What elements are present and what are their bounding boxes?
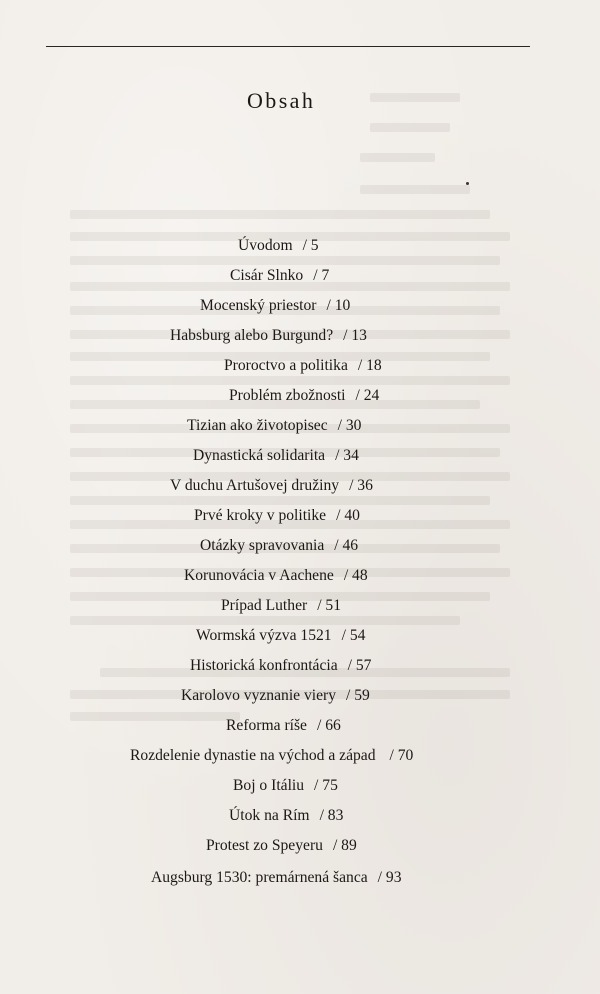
toc-entry [224,356,382,376]
toc-entry-page: / 75 [314,777,338,794]
toc-entry-page: / 48 [343,567,368,584]
toc-entry-title: Tizian ako životopisec [187,417,328,434]
toc-entry [194,506,360,526]
toc-entry-title: Prípad Luther [221,597,308,614]
toc-entry-title: Mocenský priestor [200,297,317,314]
page-title: Obsah [247,88,316,113]
toc-entry-page: / 24 [355,387,380,404]
toc-entry-page: / 34 [335,447,359,464]
toc-entry [184,566,368,586]
toc-entry [187,416,361,436]
toc-entry [190,656,371,676]
toc-entry-title: Prvé kroky v politike [194,507,327,524]
toc-entry-page: / 13 [343,327,367,344]
toc-entry [200,536,358,556]
toc-entry-title: Protest zo Speyeru [206,837,323,854]
toc-entry-page: / 10 [326,297,351,314]
toc-entry-page: / 51 [317,597,342,614]
ink-speck [466,182,469,185]
toc-entry [233,776,338,796]
toc-entry [206,836,357,856]
toc-entry [200,296,350,316]
toc-entry-title: Boj o Itáliu [233,777,305,794]
toc-entry [151,868,402,888]
toc-entry-page: / 70 [389,747,414,764]
toc-entry [230,266,329,286]
toc-entry-title: Dynastická solidarita [193,447,326,464]
toc-entry-page: / 30 [337,417,362,434]
toc-entry [229,386,379,406]
toc-entry-page: / 89 [332,837,357,854]
toc-entry [196,626,365,646]
top-rule [46,46,530,47]
toc-entry-page: / 5 [302,237,319,254]
toc-entry-title: V duchu Artušovej družiny [170,477,340,494]
toc-entry-page: / 36 [349,477,373,494]
toc-entry-page: / 46 [334,537,359,554]
toc-entry-title: Augsburg 1530: premárnená šanca [151,869,368,886]
toc-entry-title: Habsburg alebo Burgund? [170,327,334,344]
toc-entry-page: / 54 [341,627,366,644]
toc-entry [229,806,343,826]
toc-entry-page: / 18 [357,357,382,374]
toc-entry-title: Cisár Slnko [230,267,304,284]
toc-entry-title: Korunovácia v Aachene [184,567,334,584]
toc-entry-page: / 83 [319,807,344,824]
toc-entry [170,476,373,496]
toc-entry-page: / 93 [377,869,402,886]
toc-entry-title: Karolovo vyznanie viery [181,687,337,704]
toc-entry-title: Rozdelenie dynastie na východ a západ [130,747,376,764]
toc-entry-title: Reforma ríše [226,717,307,734]
toc-entry-title: Otázky spravovania [200,537,325,554]
toc-entry-title: Prorοctvo a politika [224,357,348,374]
toc-entry-page: / 57 [347,657,372,674]
toc-entry [181,686,370,706]
toc-entry [130,746,413,766]
toc-entry-page: / 59 [346,687,370,704]
toc-entry-title: Útok na Rím [229,807,310,824]
toc-entry [170,326,367,346]
toc-entry [193,446,359,466]
toc-entry-title: Problém zbožnosti [229,387,346,404]
toc-entry [221,596,341,616]
toc-entry [226,716,341,736]
toc-entry-page: / 40 [336,507,360,524]
toc-entry-page: / 66 [316,717,341,734]
toc-entry-title: Historická konfrontácia [190,657,338,674]
toc-entry-title: Wormská výzva 1521 [196,627,332,644]
toc-entry-page: / 7 [313,267,330,284]
toc-entry-title: Úvodom [238,237,293,254]
toc-entry [238,236,319,256]
